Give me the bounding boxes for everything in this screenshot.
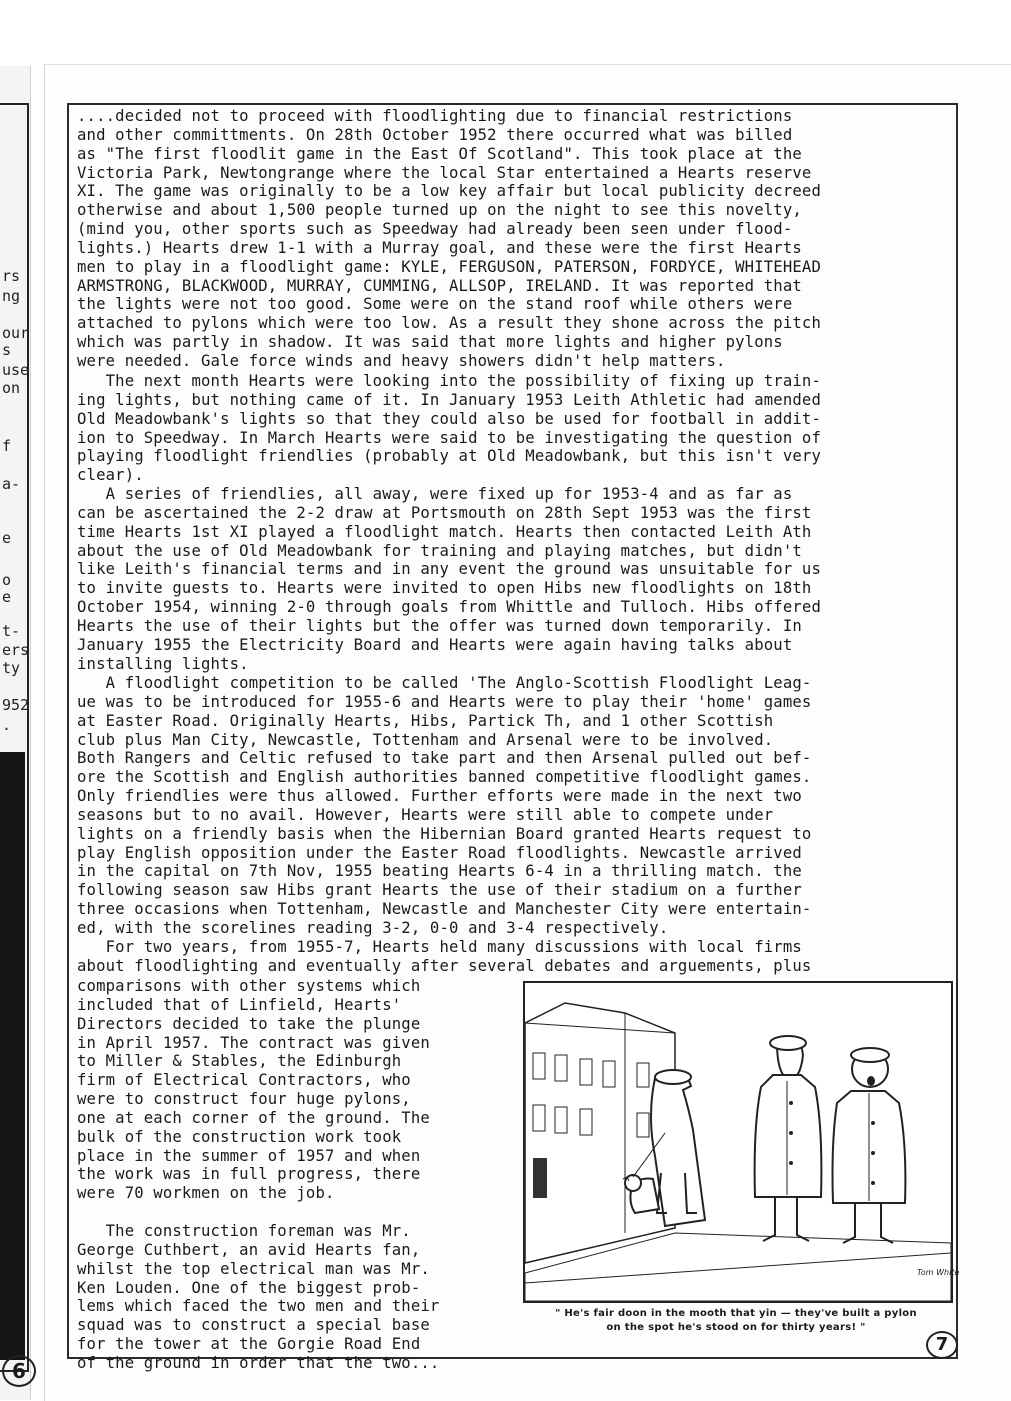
previous-page-fragment: ty — [2, 659, 21, 677]
text-line: and other committments. On 28th October 1952 there occurred what was billed — [77, 125, 793, 144]
previous-page-fragment: our — [2, 324, 30, 342]
text-line: For two years, from 1955-7, Hearts held many discussions with local firms — [77, 938, 802, 956]
text-line: George Cuthbert, an avid Hearts fan, — [77, 1240, 421, 1259]
text-line: which was partly in shadow. It was said that more lights and higher pylons — [77, 333, 783, 352]
text-line: ion to Speedway. In March Hearts were said to be investigating the question of — [77, 428, 821, 447]
text-line: (mind you, other sports such as Speedway had already been seen under flood- — [77, 220, 793, 239]
text-line: XI. The game was originally to be a low key affair but local publicity decreed — [77, 182, 821, 201]
column-paragraph — [77, 1222, 439, 1373]
text-line: play English opposition under the Easter Road floodlights. Newcastle arrived — [77, 843, 802, 862]
article-paragraph — [77, 674, 952, 938]
text-line: otherwise and about 1,500 people turned up on the night to see this novelty, — [77, 201, 802, 220]
text-line: whilst the top electrical man was Mr. — [77, 1259, 430, 1278]
text-line: to invite guests to. Hearts were invited to open Hibs new floodlights on 18th — [77, 579, 812, 598]
text-line: ing lights, but nothing came of it. In January 1953 Leith Athletic had amended — [77, 390, 821, 409]
text-line: three occasions when Tottenham, Newcastle and Manchester City were entertain- — [77, 900, 812, 919]
text-line: Ken Louden. One of the biggest prob- — [77, 1278, 421, 1297]
text-line: about floodlighting and eventually after several debates and arguements, plus — [77, 956, 812, 975]
text-line: of the ground in order that the two... — [77, 1353, 440, 1372]
text-line: firm of Electrical Contractors, who — [77, 1071, 411, 1090]
previous-page-number: 6 — [2, 1355, 36, 1387]
text-line: squad was to construct a special base — [77, 1316, 430, 1335]
text-line: clear). — [77, 466, 144, 485]
text-line: time Hearts 1st XI played a floodlight match. Hearts then contacted Leith Ath — [77, 522, 812, 541]
text-line: can be ascertained the 2-2 draw at Portsmouth on 28th Sept 1953 was the first — [77, 503, 812, 522]
previous-page-fragment: t- — [2, 622, 21, 640]
cartoon-caption — [523, 1307, 949, 1335]
column-paragraph — [77, 977, 430, 1203]
previous-page-fragment: on — [2, 379, 21, 397]
text-line: for the tower at the Gorgie Road End — [77, 1335, 421, 1354]
previous-page-fragment: e — [2, 588, 12, 606]
text-line: in April 1957. The contract was given — [77, 1033, 430, 1052]
text-line: installing lights. — [77, 654, 249, 673]
cartoon-drawing — [525, 983, 960, 1301]
previous-page-dark-image — [0, 752, 25, 1360]
cartoon-caption-line-1: " He's fair doon in the mooth that yin — they've built a pylon — [555, 1308, 917, 1319]
text-line: in the capital on 7th Nov, 1955 beating Hearts 6-4 in a thrilling match. the — [77, 862, 802, 881]
text-line: lights on a friendly basis when the Hibernian Board granted Hearts request to — [77, 824, 812, 843]
text-line: January 1955 the Electricity Board and Hearts were again having talks about — [77, 635, 793, 654]
text-line: like Leith's financial terms and in any event the ground was unsuitable for us — [77, 560, 821, 579]
text-line: Only friendlies were thus allowed. Further efforts were made in the next two — [77, 787, 802, 806]
article-paragraph — [77, 372, 952, 485]
text-line: club plus Man City, Newcastle, Tottenham and Arsenal were to be involved. — [77, 730, 774, 749]
text-line: about the use of Old Meadowbank for training and playing matches, but didn't — [77, 541, 802, 560]
text-line: playing floodlight friendlies (probably at Old Meadowbank, but this isn't very — [77, 447, 821, 466]
text-line: ARMSTRONG, BLACKWOOD, MURRAY, CUMMING, ALLSOP, IRELAND. It was reported that — [77, 276, 802, 295]
text-line: men to play in a floodlight game: KYLE, FERGUSON, PATERSON, FORDYCE, WHITEHEAD — [77, 257, 821, 276]
text-line: A floodlight competition to be called 'The Anglo-Scottish Floodlight Leag- — [77, 674, 812, 692]
text-line: ue was to be introduced for 1955-6 and Hearts were to play their 'home' games — [77, 692, 812, 711]
text-line: The construction foreman was Mr. — [77, 1222, 411, 1240]
text-line: Victoria Park, Newtongrange where the local Star entertained a Hearts reserve — [77, 163, 812, 182]
text-line: one at each corner of the ground. The — [77, 1108, 430, 1127]
previous-page-fragment: f — [2, 437, 12, 455]
previous-page-fragment: rs — [2, 267, 21, 285]
article-paragraph — [77, 485, 952, 673]
text-line: the work was in full progress, there — [77, 1165, 421, 1184]
text-line: ed, with the scorelines reading 3-2, 0-0 and 3-4 respectively. — [77, 918, 669, 937]
text-line: to Miller & Stables, the Edinburgh — [77, 1052, 402, 1071]
previous-page-fragment: ers — [2, 641, 30, 659]
text-line: were needed. Gale force winds and heavy showers didn't help matters. — [77, 351, 726, 370]
text-line: place in the summer of 1957 and when — [77, 1146, 421, 1165]
previous-page-fragment: . — [2, 716, 12, 734]
text-line: ....decided not to proceed with floodlighting due to financial restrictions — [77, 107, 793, 125]
text-line: Both Rangers and Celtic refused to take part and then Arsenal pulled out bef- — [77, 749, 812, 768]
text-line: lights.) Hearts drew 1-1 with a Murray goal, and these were the first Hearts — [77, 238, 802, 257]
text-line: were to construct four huge pylons, — [77, 1090, 411, 1109]
previous-page-fragment: ng — [2, 287, 21, 305]
text-line: October 1954, winning 2-0 through goals from Whittle and Tulloch. Hibs offered — [77, 598, 821, 617]
previous-page-fragment: a- — [2, 475, 21, 493]
cartoon-caption-line-2: on the spot he's stood on for thirty years! " — [606, 1322, 866, 1333]
text-line: the lights were not too good. Some were on the stand roof while others were — [77, 295, 793, 314]
text-line: bulk of the construction work took — [77, 1127, 402, 1146]
text-line: The next month Hearts were looking into the possibility of fixing up train- — [77, 372, 821, 390]
previous-page-fragment: 952 — [2, 696, 30, 714]
text-line: comparisons with other systems which — [77, 977, 421, 995]
text-line: attached to pylons which were too low. As a result they shone across the pitch — [77, 314, 821, 333]
text-line: included that of Linfield, Hearts' — [77, 995, 402, 1014]
previous-page-fragment: o — [2, 571, 12, 589]
text-line: at Easter Road. Originally Hearts, Hibs, Partick Th, and 1 other Scottish — [77, 711, 774, 730]
text-line: Old Meadowbank's lights so that they could also be used for football in addit- — [77, 409, 821, 428]
article-paragraph — [77, 938, 952, 976]
page-number: 7 — [926, 1331, 958, 1359]
text-line: lems which faced the two men and their — [77, 1297, 440, 1316]
text-line: as "The first floodlit game in the East Of Scotland". This took place at the — [77, 144, 802, 163]
article-paragraph — [77, 107, 952, 371]
text-line: following season saw Hibs grant Hearts the use of their stadium on a further — [77, 881, 802, 900]
text-line: ore the Scottish and English authorities banned competitive floodlight games. — [77, 768, 812, 787]
cartoon-signature: Tom White — [917, 1268, 960, 1277]
text-line: Directors decided to take the plunge — [77, 1014, 421, 1033]
previous-page-fragment: s — [2, 341, 12, 359]
article-frame — [67, 103, 960, 1372]
text-line: A series of friendlies, all away, were fixed up for 1953-4 and as far as — [77, 485, 793, 503]
previous-page-fragment: use — [2, 361, 30, 379]
text-line: Hearts the use of their lights but the offer was turned down temporarily. In — [77, 616, 802, 635]
text-line: were 70 workmen on the job. — [77, 1184, 335, 1203]
previous-page-fragment: e — [2, 529, 12, 547]
cartoon-illustration — [523, 981, 960, 1303]
text-line: seasons but to no avail. However, Hearts were still able to compete under — [77, 805, 774, 824]
